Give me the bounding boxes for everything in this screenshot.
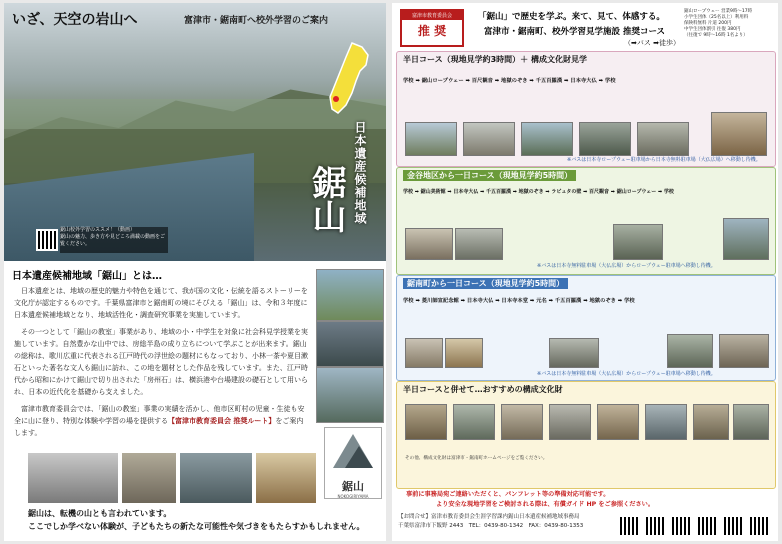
course-half-day bbox=[396, 51, 776, 167]
hero-subtitle: 富津市・鋸南町へ校外学習のご案内 bbox=[184, 16, 329, 26]
photo-rakan bbox=[180, 453, 252, 503]
course-title: 鋸南町から一日コース（現地見学約5時間） bbox=[403, 278, 568, 289]
bus-note: ※バスは日本寺無料駐車場（大仏広場）からロープウェー駐車場へ移動し待機。 bbox=[537, 371, 716, 377]
photo-stone-quarry bbox=[122, 453, 176, 503]
thumb-asset-3 bbox=[501, 404, 543, 440]
qr-code-6[interactable] bbox=[748, 515, 770, 537]
tag-recommend: 推 奨 bbox=[417, 24, 447, 38]
paragraph-heritage: 日本遺産とは、地域の歴史的魅力や特色を通じて、我が国の文化・伝統を語るストーリーを文化庁が認定するものです。千葉県富津市と鋸南町の境にそびえる「鋸山」は、令和３年度に日本遺産候補地域となり、地域活性化・調査研究事業を実施しています。 bbox=[14, 287, 308, 319]
qr-code-2[interactable] bbox=[644, 515, 666, 537]
asset-note: その他、構成文化財は富津市・鋸南町ホームページをご覧ください。 bbox=[405, 456, 548, 461]
contact-office: 【お問合せ】富津市教育委員会生涯学習課内鋸山日本遺産候補地域事務局 bbox=[398, 514, 580, 520]
photo-ropeway bbox=[316, 367, 384, 423]
logo-subtext: NOKOGIRIYAMA bbox=[337, 494, 369, 499]
thumb-viewpoint bbox=[723, 218, 769, 260]
thumb-asset-7 bbox=[693, 404, 729, 440]
photo-bell bbox=[316, 321, 384, 367]
thumb-laputa-wall bbox=[613, 224, 663, 260]
fee-line: 保険料無料 片道 200円 bbox=[684, 21, 732, 26]
course-stations: 学校 ➡ 菱川師宣記念館 ➡ 日本寺大仏 ➡ 日本寺本堂 ➡ 元名 ➡ 千五百羅漢 ➡ 地獄のぞき ➡ 学校 bbox=[403, 298, 635, 304]
contact-footer bbox=[398, 513, 583, 531]
thumb-museum bbox=[405, 228, 453, 260]
bus-note: ※バスは日本寺ロープウェー駐車場から日本寺無料駐車場（大仏広場）へ移動し待機。 bbox=[567, 157, 761, 163]
tag-issuer: 富津市教育委員会 bbox=[402, 11, 462, 20]
thumb-daibutsu bbox=[637, 122, 689, 156]
fee-line: （往復で 9時～16時 1名より） bbox=[684, 33, 748, 38]
transport-legend: （➡バス ➡徒歩） bbox=[624, 39, 680, 47]
hero-title: いざ、天空の岩山へ bbox=[12, 12, 138, 28]
thumb-moronobu bbox=[405, 338, 443, 368]
photo-buddha bbox=[28, 453, 118, 503]
chiba-map-icon bbox=[322, 41, 370, 115]
logo-mark-icon bbox=[325, 428, 381, 474]
mountain-title-vertical: 鋸山 bbox=[306, 165, 346, 233]
subheadline: 富津市・鋸南町、校外学習見学施設 推奨コース bbox=[484, 27, 666, 37]
course-stations: 学校 ➡ 鋸山ロープウェー ➡ 百尺観音 ➡ 地獄のぞき ➡ 千五百羅漢 ➡ 日本寺大仏 ➡ 学校 bbox=[403, 78, 616, 84]
qr-caption-detail: 鋸山の魅力、歩き方や見どころ満載の動画をご覧ください。 bbox=[60, 234, 166, 247]
paragraph-board-text: 富津市教育委員会では、「鋸山の教室」事業の実績を活かし、他市区町村の児童・生徒も安全に山に登り、特別な体験や学習の場を提供する bbox=[14, 405, 305, 425]
thumb-asset-6 bbox=[645, 404, 687, 440]
thumb-asset-2 bbox=[453, 404, 495, 440]
thumb-asset-5 bbox=[597, 404, 639, 440]
thumb-temple bbox=[549, 338, 599, 368]
qr-code-1[interactable] bbox=[618, 515, 640, 537]
notice-banner bbox=[396, 489, 774, 511]
fee-line: 中学生団体割引 往復 380円 bbox=[684, 27, 741, 32]
thumb-rakan bbox=[579, 122, 631, 156]
photo-cliff bbox=[316, 269, 384, 321]
contact-address: 千葉県富津市下飯野 2443 TEL：0439-80-1342 FAX：0439-80-1353 bbox=[398, 523, 584, 529]
thumb-jigoku bbox=[667, 334, 713, 368]
closing-line-1: 鋸山は、転機の山とも言われています。 bbox=[28, 509, 172, 518]
intro-body bbox=[14, 285, 310, 444]
photo-ukiyoe bbox=[256, 453, 316, 503]
qr-code-3[interactable] bbox=[670, 515, 692, 537]
qr-caption: 鋸山校外学習のススメ！（動画） bbox=[60, 227, 136, 233]
section-title: 日本遺産候補地域「鋸山」とは… bbox=[12, 271, 162, 282]
course-kanaya-full-day bbox=[396, 167, 776, 275]
heritage-candidate-label: 日本遺産候補地域 bbox=[353, 121, 367, 225]
fee-line: 鋸山ロープウェー 営業9時～17時 bbox=[684, 9, 753, 14]
thumb-ukiyoe bbox=[445, 338, 483, 368]
headline: 「鋸山」で歴史を学ぶ。来て、見て、体感する。 bbox=[478, 12, 665, 22]
qr-code-5[interactable] bbox=[722, 515, 744, 537]
thumb-ropeway bbox=[405, 122, 457, 156]
thumb-jigoku bbox=[521, 122, 573, 156]
course-title: 金谷地区から一日コース（現地見学約5時間） bbox=[403, 170, 576, 181]
course-kyonan-full-day bbox=[396, 275, 776, 381]
thumb-cultural-asset bbox=[711, 112, 767, 156]
qr-caption-box bbox=[60, 227, 168, 253]
bus-note: ※バスは日本寺無料駐車場（大仏広場）からロープウェー駐車場へ移動し待機。 bbox=[537, 263, 716, 269]
thumb-asset-4 bbox=[549, 404, 591, 440]
recommended-cultural-assets bbox=[396, 381, 776, 489]
thumb-asset-8 bbox=[733, 404, 769, 440]
closing-line-2: ここでしか学べない体験が、子どもたちの新たな可能性や気づきをもたらすかもしれません。 bbox=[28, 522, 365, 531]
banner-line-1: 事前に事務局宛ご連絡いただくと、パンフレット等の準備対応可能です。 bbox=[406, 491, 610, 498]
banner-line-2: より安全な現地学習をご検討される際は、有償ガイド HP をご参照ください。 bbox=[436, 501, 655, 508]
qr-code-4[interactable] bbox=[696, 515, 718, 537]
recommend-route-label: 【富津市教育委員会 推奨ルート】 bbox=[168, 417, 276, 425]
thumb-asset-1 bbox=[405, 404, 447, 440]
paragraph-classroom: その一つとして「鋸山の教室」事業があり、地域の小・中学生を対象に社会科見学授業を実施しています。自然豊かな山中では、房総半島の成り立ちについて学ぶことが出来ます。鋸山の総称は、歌川広重に代表される江戸時代の浮世絵の題材にもなっており、小林一茶や夏目漱石といった著名な文人も鋸山に訪れ、この地を題材とした作品を残しています。また、江戸時代から昭和にかけて鋸山で切り出された「房州石」は、横浜港や台場建設の礎石として用いられ、日本の近代化を基礎から支えました。 bbox=[14, 328, 308, 396]
course-title: 半日コース（現地見学約3時間）＋ 構成文化財見学 bbox=[403, 55, 587, 64]
course-title: 半日コースと併せて…おすすめの構成文化財 bbox=[403, 385, 563, 394]
paragraph-board bbox=[14, 403, 310, 439]
thumb-daibutsu bbox=[455, 228, 503, 260]
thumb-rakan bbox=[719, 334, 769, 368]
course-stations: 学校 ➡ 鋸山美術館 ➡ 日本寺大仏 ➡ 千五百羅漢 ➡ 地獄のぞき ➡ ラピュタの壁 ➡ 百尺観音 ➡ 鋸山ロープウェー ➡ 学校 bbox=[403, 189, 674, 195]
recommend-suffix: をご案内します。 bbox=[14, 417, 304, 437]
fee-line: 小学生団体（25名以上）利用料 bbox=[684, 15, 749, 20]
video-qr-code[interactable] bbox=[36, 229, 58, 251]
nokogiriyama-logo bbox=[324, 427, 382, 499]
right-page bbox=[392, 3, 778, 541]
logo-text: 鋸山 bbox=[342, 480, 364, 493]
left-page bbox=[4, 3, 386, 541]
ropeway-fee-box bbox=[684, 9, 770, 39]
closing-message bbox=[28, 507, 364, 533]
thumb-hyakushaku bbox=[463, 122, 515, 156]
recommend-tag bbox=[400, 9, 464, 47]
